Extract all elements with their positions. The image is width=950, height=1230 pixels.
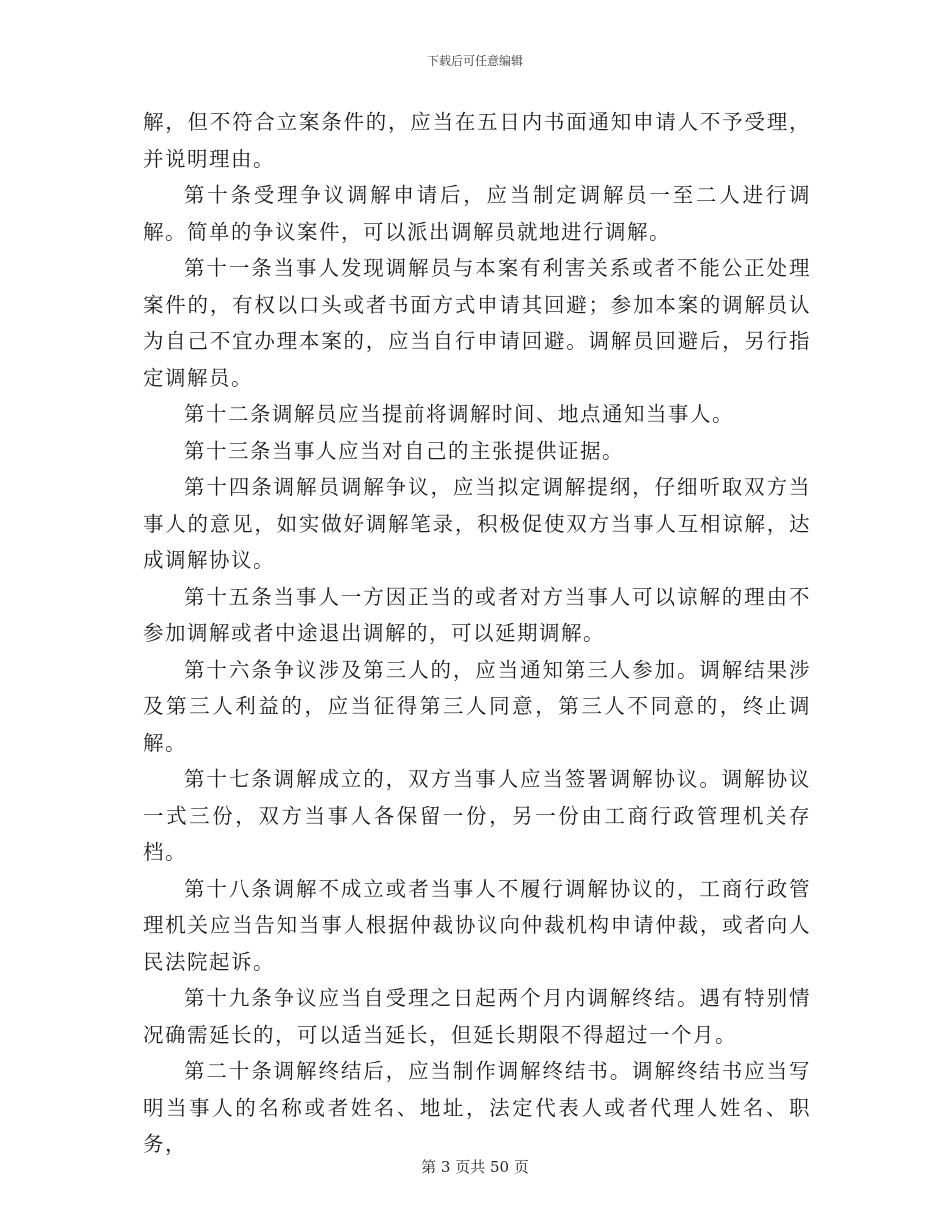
- page-header: 下载后可任意编辑: [426, 54, 523, 68]
- paragraph-article-18: 第十八条调解不成立或者当事人不履行调解协议的，工商行政管理机关应当告知当事人根据仲裁协议向仲裁机构申请仲裁，或者向人民法院起诉。: [143, 876, 811, 974]
- paragraph-article-11: 第十一条当事人发现调解员与本案有利害关系或者不能公正处理案件的，有权以口头或者书面方式申请其回避；参加本案的调解员认为自己不宜办理本案的，应当自行申请回避。调解员回避后，另行指定调解员。: [143, 256, 811, 390]
- paragraph-article-16: 第十六条争议涉及第三人的，应当通知第三人参加。调解结果涉及第三人利益的，应当征得第三人同意，第三人不同意的，终止调解。: [143, 657, 811, 755]
- paragraph-article-19: 第十九条争议应当自受理之日起两个月内调解终结。遇有特别情况确需延长的，可以适当延长，但延长期限不得超过一个月。: [143, 986, 811, 1047]
- page-footer: 第 3 页共 50 页: [421, 1158, 529, 1176]
- paragraph-article-14: 第十四条调解员调解争议，应当拟定调解提纲，仔细听取双方当事人的意见，如实做好调解笔录，积极促使双方当事人互相谅解，达成调解协议。: [143, 475, 811, 572]
- paragraph-article-12: 第十二条调解员应当提前将调解时间、地点通知当事人。: [184, 402, 734, 426]
- paragraph-article-20: 第二十条调解终结后，应当制作调解终结书。调解终结书应当写明当事人的名称或者姓名、地址，法定代表人或者代理人姓名、职务，: [143, 1059, 811, 1156]
- paragraph-article-15: 第十五条当事人一方因正当的或者对方当事人可以谅解的理由不参加调解或者中途退出调解的，可以延期调解。: [143, 584, 811, 645]
- document-body: [143, 104, 811, 1163]
- paragraph-article-17: 第十七条调解成立的，双方当事人应当签署调解协议。调解协议一式三份，双方当事人各保留一份，另一份由工商行政管理机关存档。: [143, 767, 811, 864]
- paragraph-continuation: 解，但不符合立案条件的，应当在五日内书面通知申请人不予受理，并说明理由。: [143, 110, 811, 171]
- paragraph-article-10: 第十条受理争议调解申请后，应当制定调解员一至二人进行调解。简单的争议案件，可以派出调解员就地进行调解。: [143, 183, 811, 244]
- paragraph-article-13: 第十三条当事人应当对自己的主张提供证据。: [184, 438, 624, 463]
